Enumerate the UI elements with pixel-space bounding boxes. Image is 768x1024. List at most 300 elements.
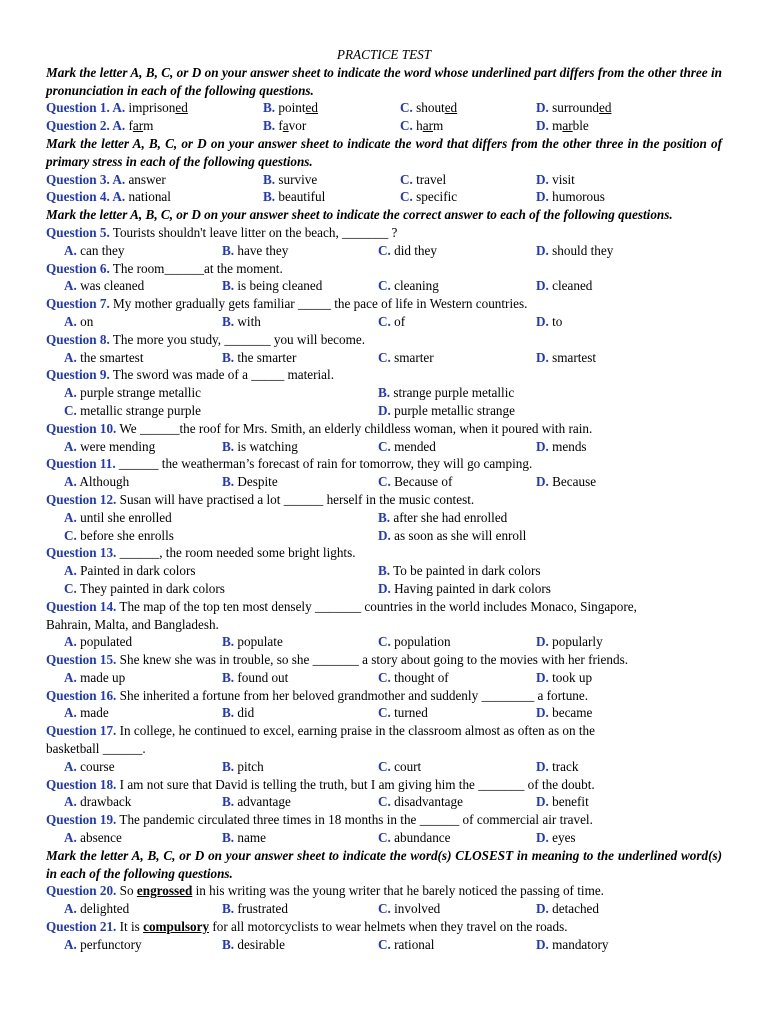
options-row — [46, 313, 722, 331]
option-letter: A. — [64, 794, 77, 810]
question-text-continued: Bahrain, Malta, and Bangladesh. — [46, 616, 219, 632]
answer-option[interactable] — [64, 527, 174, 545]
answer-option[interactable] — [536, 793, 589, 811]
option-letter: C. — [64, 402, 77, 418]
option-letter: B. — [378, 509, 391, 525]
page-title: PRACTICE TEST — [336, 47, 432, 62]
question-text: The sword was made of a _____ material. — [109, 367, 334, 383]
question-row — [46, 171, 722, 189]
option-text: mandatory — [552, 936, 609, 952]
option-letter: A. — [64, 705, 77, 721]
option-text: was cleaned — [80, 278, 145, 294]
question-label: Question 10. — [46, 420, 117, 436]
question-label: Question 11. — [46, 456, 116, 472]
answer-option[interactable] — [536, 758, 578, 776]
answer-option[interactable] — [378, 669, 449, 687]
option-text: travel — [416, 171, 447, 187]
option-text: Although — [79, 474, 130, 490]
answer-option[interactable] — [46, 117, 153, 135]
option-letter: A. — [64, 474, 77, 490]
answer-option[interactable] — [378, 349, 434, 367]
option-text: metallic strange purple — [80, 402, 201, 418]
option-text: drawback — [80, 794, 132, 810]
option-text: cleaned — [552, 278, 593, 294]
underlined-part: ar — [132, 118, 144, 134]
question-text: She knew she was in trouble, so she _______ a story about going to the movies with her friends. — [116, 652, 629, 668]
option-text: made up — [80, 669, 126, 685]
answer-option[interactable] — [263, 188, 325, 206]
answer-option[interactable] — [378, 384, 514, 402]
option-text: the smartest — [80, 349, 144, 365]
answer-option[interactable] — [536, 633, 603, 651]
option-letter: A. — [64, 901, 77, 917]
options-row — [46, 829, 722, 847]
answer-option[interactable] — [222, 277, 322, 295]
option-letter: D. — [536, 171, 549, 187]
section-pronunciation — [46, 99, 722, 135]
option-text: To be painted in dark colors — [393, 563, 541, 579]
answer-option[interactable] — [46, 171, 166, 189]
option-letter: D. — [378, 527, 391, 543]
answer-option[interactable] — [222, 829, 266, 847]
underlined-part: ed — [599, 100, 612, 116]
option-text: did they — [394, 242, 437, 258]
question-label: Question 1. — [46, 100, 113, 116]
underlined-part: ar — [422, 118, 433, 134]
option-letter: A. — [112, 189, 126, 205]
option-letter: B. — [222, 669, 235, 685]
option-text: populate — [237, 634, 283, 650]
option-letter: B. — [378, 563, 391, 579]
option-letter: A. — [64, 563, 77, 579]
option-letter: D. — [536, 936, 549, 952]
options-row — [46, 562, 722, 580]
answer-option[interactable] — [222, 758, 264, 776]
question-label: Question 16. — [46, 687, 117, 703]
options-row — [46, 936, 722, 954]
option-letter: C. — [378, 669, 391, 685]
answer-option[interactable] — [222, 633, 283, 651]
answer-option[interactable] — [378, 509, 507, 527]
option-letter: A. — [64, 758, 77, 774]
answer-option[interactable] — [378, 242, 437, 260]
answer-option[interactable] — [64, 936, 142, 954]
question-label: Question 9. — [46, 367, 110, 383]
option-text: desirable — [237, 936, 285, 952]
option-text: have they — [237, 242, 289, 258]
question-text: ______, the room needed some bright lights. — [116, 545, 356, 561]
answer-option[interactable] — [222, 704, 254, 722]
answer-option[interactable] — [536, 704, 592, 722]
question-label: Question 17. — [46, 723, 117, 739]
option-text: survive — [278, 171, 318, 187]
option-text: were mending — [80, 438, 156, 454]
option-letter: D. — [536, 474, 549, 490]
answer-option[interactable] — [378, 633, 451, 651]
option-letter: C. — [64, 527, 77, 543]
option-text: became — [552, 705, 593, 721]
option-text: national — [128, 189, 171, 205]
instruction-stress: Mark the letter A, B, C, or D on your answer sheet to indicate the word that differs from the other three in the position of primary stress in each of the following questions. — [46, 135, 722, 169]
question-stem — [46, 811, 722, 829]
options-row — [46, 669, 722, 687]
question-stem — [46, 544, 722, 562]
answer-option[interactable] — [378, 438, 436, 456]
option-text: f — [128, 118, 133, 134]
answer-option[interactable] — [64, 438, 155, 456]
option-text: benefit — [552, 794, 589, 810]
answer-option[interactable] — [222, 669, 288, 687]
option-letter: C. — [378, 313, 391, 329]
answer-option[interactable] — [263, 171, 317, 189]
options-row — [46, 509, 722, 527]
answer-option[interactable] — [64, 384, 201, 402]
option-text: to — [552, 313, 563, 329]
option-letter: C. — [378, 349, 391, 365]
option-letter: B. — [222, 474, 235, 490]
option-text: eyes — [552, 830, 576, 846]
option-text: track — [552, 758, 579, 774]
question-label: Question 6. — [46, 260, 110, 276]
option-text: perfunctory — [80, 936, 142, 952]
option-text: shout — [416, 100, 445, 116]
answer-option[interactable] — [64, 829, 122, 847]
options-row — [46, 758, 722, 776]
answer-option[interactable] — [222, 793, 291, 811]
option-text: thought of — [394, 669, 449, 685]
option-letter: A. — [64, 349, 77, 365]
option-text: m — [143, 118, 154, 134]
answer-option[interactable] — [400, 117, 443, 135]
option-letter: A. — [64, 509, 77, 525]
answer-option[interactable] — [536, 277, 592, 295]
answer-option[interactable] — [64, 562, 196, 580]
options-row — [46, 473, 722, 491]
option-letter: A. — [64, 936, 77, 952]
answer-option[interactable] — [536, 349, 596, 367]
option-text: humorous — [552, 189, 605, 205]
option-text: delighted — [80, 901, 130, 917]
options-row — [46, 402, 722, 420]
answer-option[interactable] — [378, 562, 541, 580]
answer-option[interactable] — [46, 99, 188, 117]
option-text: can they — [80, 242, 125, 258]
answer-option[interactable] — [536, 171, 575, 189]
option-letter: D. — [536, 794, 549, 810]
option-letter: B. — [263, 100, 276, 116]
question-text: I am not sure that David is telling the truth, but I am giving him the _______ of the doubt. — [116, 776, 595, 792]
option-text: m — [552, 118, 563, 134]
option-text: absence — [80, 830, 122, 846]
answer-option[interactable] — [263, 99, 318, 117]
option-letter: C. — [378, 242, 391, 258]
answer-option[interactable] — [378, 313, 405, 331]
question-text: The pandemic circulated three times in 18 months in the ______ of commercial air travel. — [116, 812, 593, 828]
option-letter: A. — [64, 438, 77, 454]
answer-option[interactable] — [378, 527, 526, 545]
option-letter: C. — [378, 438, 391, 454]
option-text: beautiful — [278, 189, 326, 205]
option-text: of — [394, 313, 406, 329]
section-stress — [46, 171, 722, 207]
option-letter: A. — [64, 385, 77, 401]
question-text: ______ the weatherman’s forecast of rain for tomorrow, they will go camping. — [115, 456, 533, 472]
option-letter: C. — [378, 474, 391, 490]
answer-option[interactable] — [536, 473, 596, 491]
option-letter: C. — [378, 901, 391, 917]
option-text: answer — [128, 171, 166, 187]
option-letter: A. — [64, 278, 77, 294]
options-row — [46, 633, 722, 651]
answer-option[interactable] — [378, 704, 428, 722]
question-label: Question 15. — [46, 652, 117, 668]
answer-option[interactable] — [64, 313, 93, 331]
answer-option[interactable] — [64, 580, 225, 598]
answer-option[interactable] — [400, 188, 457, 206]
question-stem — [46, 918, 722, 936]
option-text: smarter — [394, 349, 434, 365]
option-letter: C. — [378, 634, 391, 650]
question-label: Question 21. — [46, 919, 117, 935]
section-questions — [46, 224, 722, 847]
question-stem — [46, 366, 722, 384]
option-letter: D. — [536, 278, 549, 294]
options-row — [46, 349, 722, 367]
keyword-underlined: compulsory — [143, 919, 210, 935]
answer-option[interactable] — [64, 669, 125, 687]
options-row — [46, 527, 722, 545]
option-text: with — [237, 313, 261, 329]
question-label: Question 12. — [46, 491, 117, 507]
answer-option[interactable] — [378, 758, 421, 776]
option-letter: D. — [536, 901, 549, 917]
option-letter: B. — [222, 705, 235, 721]
answer-option[interactable] — [536, 936, 609, 954]
options-row — [46, 793, 722, 811]
option-letter: C. — [400, 100, 413, 116]
answer-option[interactable] — [64, 242, 124, 260]
answer-option[interactable] — [378, 900, 440, 918]
answer-option[interactable] — [536, 438, 587, 456]
options-row — [46, 704, 722, 722]
option-letter: A. — [112, 118, 126, 134]
option-text: Despite — [237, 474, 278, 490]
option-text: abundance — [394, 830, 451, 846]
option-letter: D. — [536, 349, 549, 365]
answer-option[interactable] — [378, 277, 439, 295]
option-text: imprison — [128, 100, 176, 116]
option-text: Because — [552, 474, 597, 490]
options-row — [46, 900, 722, 918]
option-letter: A. — [64, 830, 77, 846]
answer-option[interactable] — [536, 669, 592, 687]
answer-option[interactable] — [222, 242, 288, 260]
underlined-part: ed — [175, 100, 188, 116]
option-letter: D. — [536, 242, 549, 258]
option-letter: D. — [378, 580, 391, 596]
answer-option[interactable] — [400, 171, 446, 189]
option-letter: C. — [64, 580, 77, 596]
answer-option[interactable] — [64, 704, 109, 722]
question-label: Question 2. — [46, 118, 113, 134]
question-stem — [46, 260, 722, 278]
option-text: detached — [552, 901, 599, 917]
question-label: Question 3. — [46, 171, 113, 187]
answer-option[interactable] — [536, 188, 605, 206]
question-stem — [46, 455, 722, 473]
option-text: ble — [572, 118, 589, 134]
option-text: strange purple metallic — [393, 385, 515, 401]
option-text: vor — [288, 118, 307, 134]
answer-option[interactable] — [222, 900, 288, 918]
option-letter: D. — [536, 189, 549, 205]
options-row — [46, 580, 722, 598]
option-text: They painted in dark colors — [79, 580, 225, 596]
question-text: The room______at the moment. — [109, 260, 283, 276]
option-text: found out — [237, 669, 289, 685]
question-text-continued: basketball ______. — [46, 741, 146, 757]
question-stem — [46, 882, 722, 900]
option-text: on — [80, 313, 94, 329]
option-letter: B. — [263, 189, 276, 205]
question-label: Question 4. — [46, 189, 113, 205]
option-text: surround — [552, 100, 600, 116]
option-text: population — [394, 634, 451, 650]
option-letter: C. — [378, 705, 391, 721]
option-text: name — [237, 830, 266, 846]
answer-option[interactable] — [222, 438, 298, 456]
answer-option[interactable] — [64, 277, 144, 295]
option-letter: C. — [378, 830, 391, 846]
option-letter: D. — [536, 669, 549, 685]
option-text: as soon as she will enroll — [394, 527, 527, 543]
option-text: Having painted in dark colors — [394, 580, 551, 596]
option-text: is watching — [237, 438, 298, 454]
option-text: visit — [552, 171, 575, 187]
option-letter: A. — [112, 100, 126, 116]
question-text: in his writing was the young writer that he barely noticed the passing of time. — [192, 883, 604, 899]
answer-option[interactable] — [378, 793, 463, 811]
option-text: course — [80, 758, 115, 774]
option-text: took up — [552, 669, 593, 685]
underlined-part: a — [282, 118, 289, 134]
option-text: purple strange metallic — [80, 385, 201, 401]
answer-option[interactable] — [378, 580, 551, 598]
option-text: f — [278, 118, 283, 134]
option-text: after she had enrolled — [393, 509, 508, 525]
question-text: Tourists shouldn't leave litter on the beach, _______ ? — [109, 224, 398, 240]
options-row — [46, 384, 722, 402]
answer-option[interactable] — [378, 402, 515, 420]
option-text: did — [237, 705, 255, 721]
answer-option[interactable] — [222, 349, 296, 367]
option-letter: B. — [378, 385, 391, 401]
option-text: court — [394, 758, 422, 774]
answer-option[interactable] — [222, 936, 285, 954]
answer-option[interactable] — [536, 313, 562, 331]
option-letter: B. — [222, 242, 235, 258]
option-text: purple metallic strange — [394, 402, 515, 418]
answer-option[interactable] — [536, 900, 599, 918]
question-label: Question 20. — [46, 883, 117, 899]
question-label: Question 5. — [46, 224, 110, 240]
instruction-pronunciation: Mark the letter A, B, C, or D on your answer sheet to indicate the word whose underlined part differs from the other three in pronunciation in each of the following questions. — [46, 64, 722, 98]
answer-option[interactable] — [64, 509, 172, 527]
question-text: My mother gradually gets familiar _____ the pace of life in Western countries. — [109, 296, 528, 312]
answer-option[interactable] — [222, 313, 261, 331]
question-stem — [46, 420, 722, 438]
option-text: pitch — [237, 758, 264, 774]
option-text: turned — [394, 705, 428, 721]
answer-option[interactable] — [64, 473, 129, 491]
question-text: for all motorcyclists to wear helmets when they travel on the roads. — [209, 919, 568, 935]
answer-option[interactable] — [64, 793, 131, 811]
question-row — [46, 117, 722, 135]
option-text: before she enrolls — [80, 527, 174, 543]
question-text: Susan will have practised a lot ______ herself in the music contest. — [116, 491, 475, 507]
options-row — [46, 242, 722, 260]
answer-option[interactable] — [46, 188, 171, 206]
keyword-underlined: engrossed — [136, 883, 193, 899]
question-stem — [46, 491, 722, 509]
option-text: is being cleaned — [237, 278, 323, 294]
option-letter: D. — [536, 313, 549, 329]
options-row — [46, 277, 722, 295]
answer-option[interactable] — [536, 829, 576, 847]
answer-option[interactable] — [222, 473, 278, 491]
option-letter: A. — [64, 669, 77, 685]
option-letter: D. — [536, 830, 549, 846]
answer-option[interactable] — [64, 402, 201, 420]
question-stem — [46, 687, 722, 705]
option-text: specific — [416, 189, 458, 205]
answer-option[interactable] — [536, 242, 613, 260]
answer-option[interactable] — [64, 633, 132, 651]
option-text: Because of — [394, 474, 453, 490]
answer-option[interactable] — [64, 758, 115, 776]
question-stem — [46, 722, 722, 740]
question-label: Question 8. — [46, 331, 110, 347]
option-text: involved — [394, 901, 441, 917]
answer-option[interactable] — [378, 473, 452, 491]
answer-option[interactable] — [378, 936, 434, 954]
answer-option[interactable] — [64, 900, 129, 918]
answer-option[interactable] — [536, 99, 611, 117]
option-letter: B. — [222, 349, 235, 365]
option-text: the smarter — [237, 349, 297, 365]
option-text: popularly — [552, 634, 603, 650]
option-text: point — [278, 100, 306, 116]
option-letter: A. — [64, 313, 77, 329]
instruction-correct-answer: Mark the letter A, B, C, or D on your answer sheet to indicate the correct answer to each of the following questions. — [46, 207, 673, 223]
option-letter: D. — [536, 438, 549, 454]
question-text: It is — [116, 919, 144, 935]
answer-option[interactable] — [378, 829, 451, 847]
answer-option[interactable] — [64, 349, 143, 367]
answer-option[interactable] — [263, 117, 306, 135]
question-text: We ______the roof for Mrs. Smith, an elderly childless woman, when it poured with rain. — [116, 420, 593, 436]
question-label: Question 13. — [46, 545, 117, 561]
option-letter: D. — [378, 402, 391, 418]
option-text: made — [80, 705, 109, 721]
option-letter: D. — [536, 758, 549, 774]
option-letter: C. — [400, 171, 413, 187]
question-text: In college, he continued to excel, earning praise in the classroom almost as often as on the — [116, 723, 595, 739]
answer-option[interactable] — [536, 117, 589, 135]
question-label: Question 14. — [46, 598, 117, 614]
option-letter: D. — [536, 118, 549, 134]
answer-option[interactable] — [400, 99, 457, 117]
